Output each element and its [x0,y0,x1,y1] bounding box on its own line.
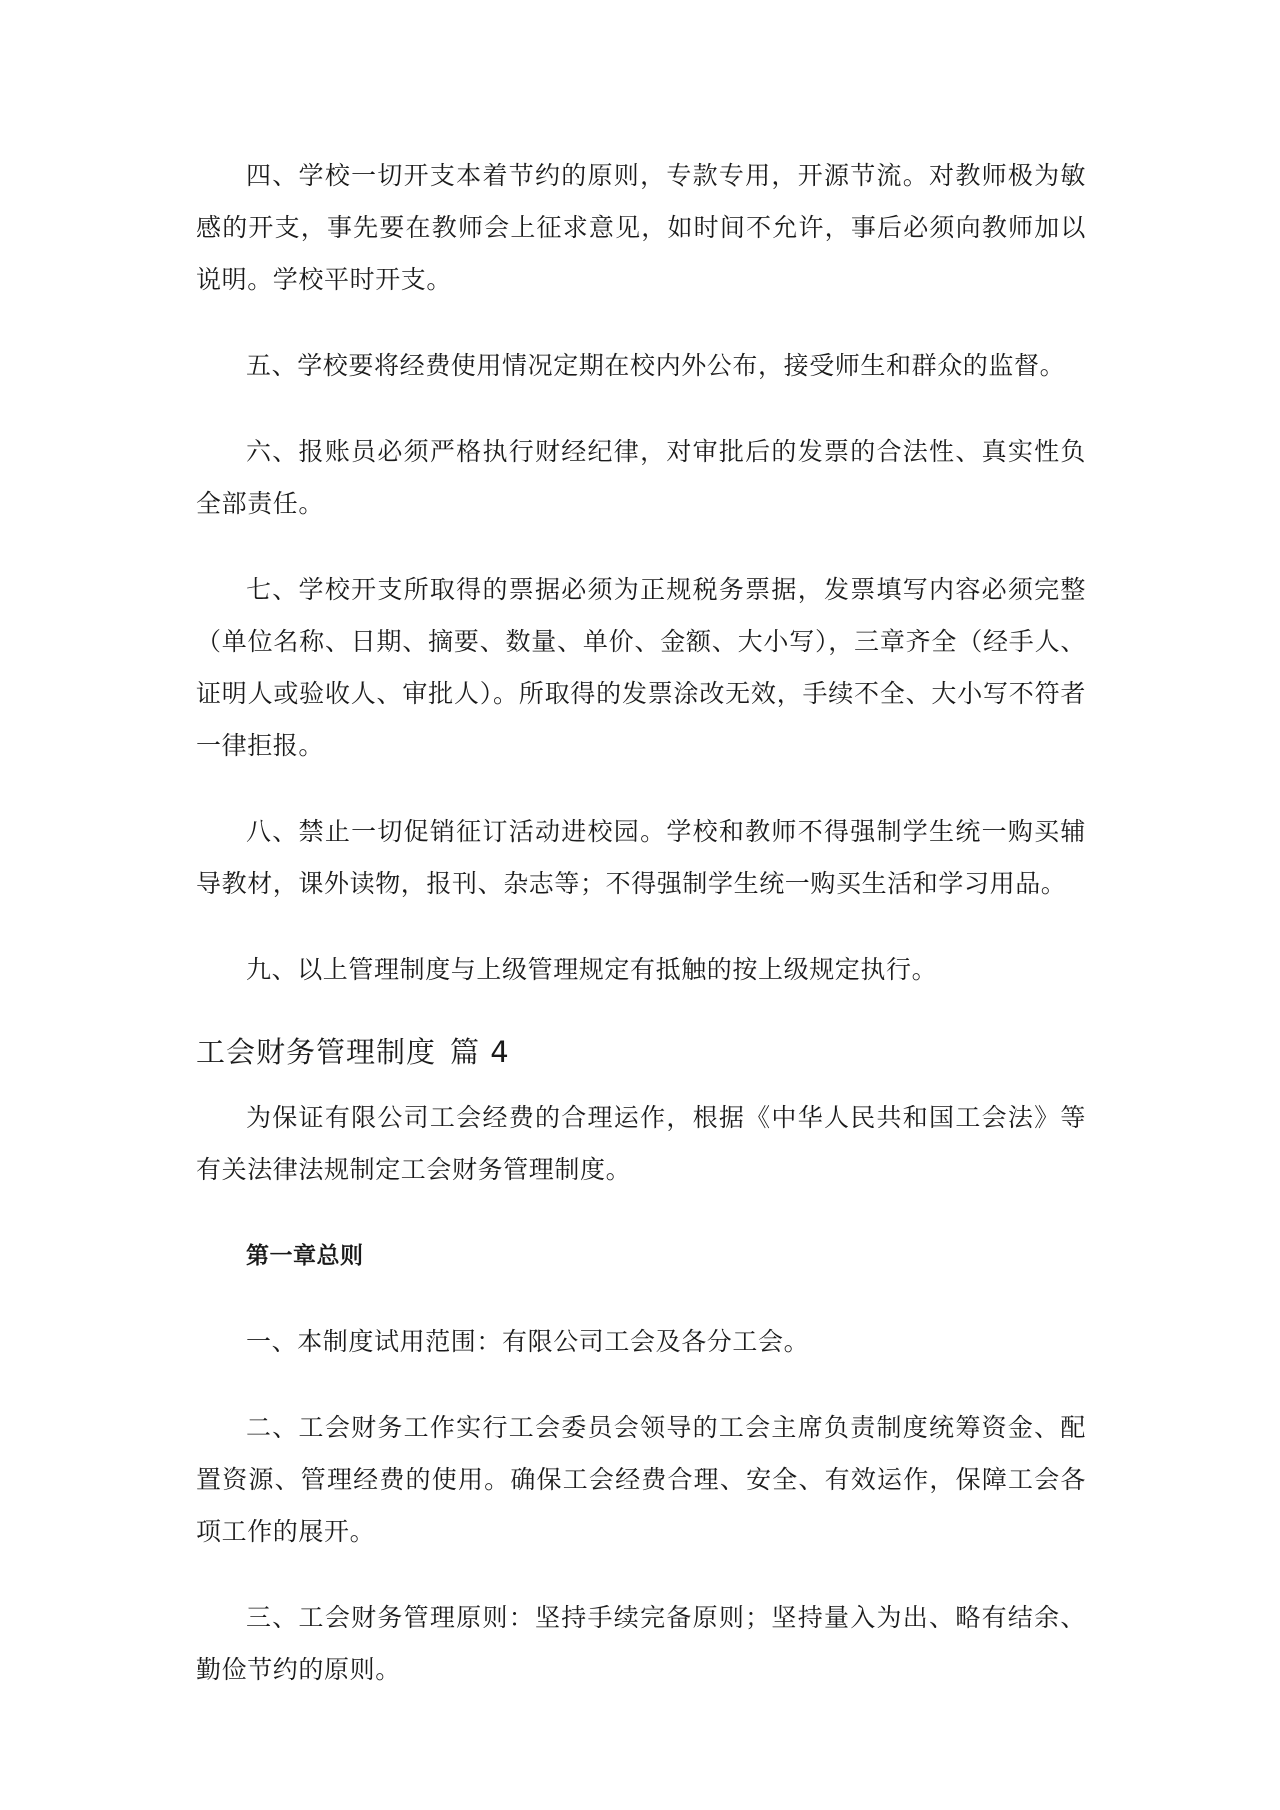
article-2: 二、工会财务工作实行工会委员会领导的工会主席负责制度统筹资金、配置资源、管理经费的使用。确保工会经费合理、安全、有效运作，保障工会各项工作的展开。 [196,1413,1086,1546]
paragraph-item-6: 六、报账员必须严格执行财经纪律，对审批后的发票的合法性、真实性负全部责任。 [196,437,1086,518]
chapter-title: 第一章总则 [246,1243,364,1269]
section-title: 工会财务管理制度 [196,1035,437,1069]
paragraph-item-9: 九、以上管理制度与上级管理规定有抵触的按上级规定执行。 [246,955,938,984]
intro-paragraph: 为保证有限公司工会经费的合理运作，根据《中华人民共和国工会法》等有关法律法规制定工会财务管理制度。 [196,1103,1086,1184]
article-3: 三、工会财务管理原则：坚持手续完备原则；坚持量入为出、略有结余、勤俭节约的原则。 [196,1603,1086,1684]
document-page [196,150,1086,1696]
paragraph-item-4: 四、学校一切开支本着节约的原则，专款专用，开源节流。对教师极为敏感的开支，事先要在教师会上征求意见，如时间不允许，事后必须向教师加以说明。学校平时开支。 [196,161,1086,294]
article-1: 一、本制度试用范围：有限公司工会及各分工会。 [246,1327,810,1356]
section-label: 篇 4 [450,1035,510,1069]
section-heading [196,1026,1086,1078]
paragraph-item-8: 八、禁止一切促销征订活动进校园。学校和教师不得强制学生统一购买辅导教材，课外读物，报刊、杂志等；不得强制学生统一购买生活和学习用品。 [196,817,1086,898]
paragraph-item-5: 五、学校要将经费使用情况定期在校内外公布，接受师生和群众的监督。 [246,351,1066,380]
paragraph-item-7: 七、学校开支所取得的票据必须为正规税务票据，发票填写内容必须完整（单位名称、日期、摘要、数量、单价、金额、大小写），三章齐全（经手人、证明人或验收人、审批人）。所取得的发票涂改无效，手续不全、大小写不符者一律拒报。 [196,575,1086,760]
